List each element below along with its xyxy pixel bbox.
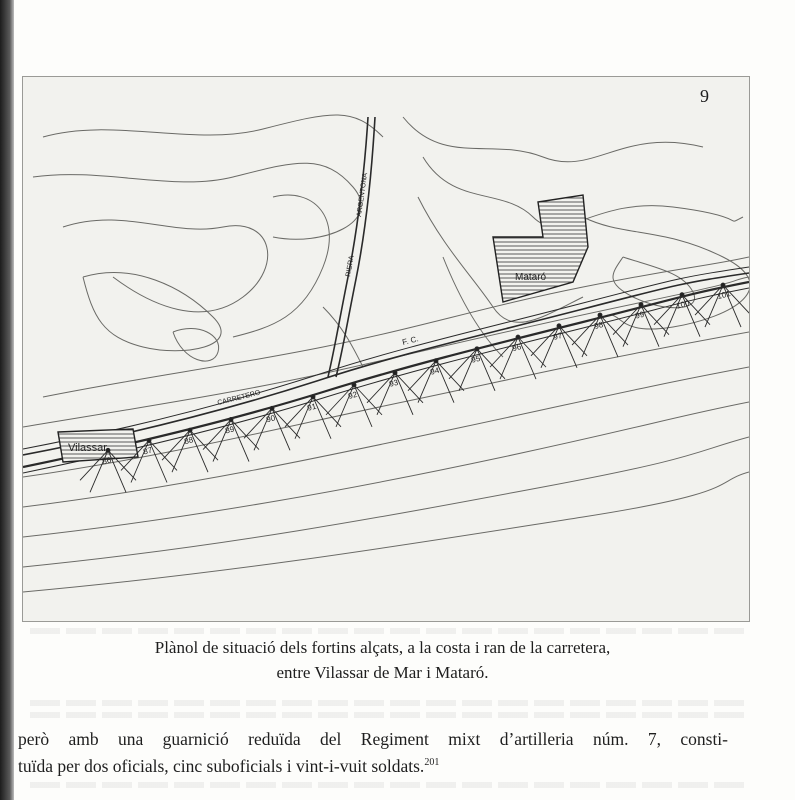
field-of-fire-line	[354, 385, 382, 415]
fort-number: 89	[224, 424, 236, 436]
bleed-through-line	[30, 628, 750, 634]
fort-point	[393, 371, 397, 375]
fort-number: 94	[429, 365, 441, 377]
fort-number: 99	[634, 309, 646, 321]
field-of-fire-line	[395, 373, 413, 415]
fort-number: 92	[347, 389, 359, 401]
body-line-2-text: tuïda per dos oficials, cinc suboficials i vint-i-vuit soldats.	[18, 755, 425, 776]
bleed-through-line	[30, 700, 750, 706]
book-binding-shadow	[0, 0, 14, 800]
field-of-fire-line	[518, 337, 546, 367]
fort-point	[270, 406, 274, 410]
map-drawing	[23, 77, 749, 621]
field-of-fire-line	[436, 361, 454, 403]
fort-number: 96	[511, 342, 523, 354]
situation-map	[22, 76, 750, 622]
body-line-1: però amb una guarnició reduïda del Regiment mixt d’artilleria núm. 7, consti-	[18, 729, 728, 749]
fort-point	[434, 359, 438, 363]
fort-number: 87	[142, 445, 154, 457]
fort-fields-of-fire	[80, 283, 749, 492]
fort-point	[680, 293, 684, 297]
label-vilassar: Vilassar	[68, 442, 107, 454]
fort-point	[147, 438, 151, 442]
field-of-fire-line	[272, 408, 300, 438]
fort-point	[639, 303, 643, 307]
fort-point	[516, 335, 520, 339]
riera-argentona	[328, 117, 375, 377]
label-argentona: ARGENTONA	[356, 172, 370, 218]
field-of-fire-line	[395, 373, 423, 403]
bleed-through-line	[30, 782, 750, 788]
fort-point	[188, 428, 192, 432]
fort-point	[598, 313, 602, 317]
fort-point	[311, 395, 315, 399]
field-of-fire-line	[149, 440, 167, 482]
map-caption	[60, 635, 705, 685]
fort-point	[557, 324, 561, 328]
fort-number: 91	[306, 401, 318, 413]
field-of-fire-line	[354, 385, 372, 427]
body-paragraph	[18, 728, 728, 778]
label-mataro: Mataró	[515, 272, 547, 283]
field-of-fire-line	[190, 430, 218, 460]
field-of-fire-line	[477, 349, 505, 379]
caption-line-2: entre Vilassar de Mar i Mataró.	[276, 663, 489, 682]
fort-number: 95	[470, 353, 482, 365]
fort-number: 90	[265, 413, 277, 425]
body-line-2	[18, 751, 728, 778]
fort-point	[229, 418, 233, 422]
fort-number-labels	[101, 289, 732, 466]
field-of-fire-line	[149, 440, 177, 470]
label-riera: RIERA	[345, 255, 356, 278]
fort-number: 101	[716, 289, 732, 302]
field-of-fire-line	[600, 315, 628, 345]
caption-line-1: Plànol de situació dels fortins alçats, a la costa i ran de la carretera,	[154, 638, 611, 657]
fort-number: 97	[552, 330, 564, 342]
field-of-fire-line	[190, 430, 208, 472]
label-fc: F. C.	[401, 334, 420, 347]
fort-point	[721, 283, 725, 287]
bleed-through-line	[30, 712, 750, 718]
field-of-fire-line	[313, 397, 341, 427]
fort-number: 88	[183, 435, 195, 447]
field-of-fire-line	[231, 420, 249, 462]
road-and-railway	[23, 267, 749, 455]
label-carretera: CARRETERO	[216, 389, 262, 407]
page-number: 9	[700, 86, 709, 106]
fort-number: 98	[593, 320, 605, 331]
fort-number: 86	[101, 455, 113, 467]
fort-number: 100	[675, 298, 691, 311]
field-of-fire-line	[436, 361, 464, 391]
mataro-town	[493, 195, 588, 302]
fort-point	[475, 347, 479, 351]
field-of-fire-line	[518, 337, 536, 379]
fort-point	[352, 383, 356, 387]
footnote-reference: 201	[424, 757, 440, 768]
fort-number: 93	[388, 377, 400, 389]
